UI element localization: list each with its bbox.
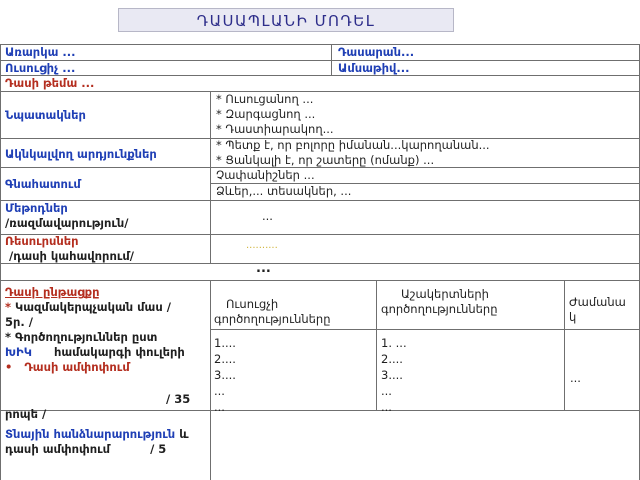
col-teacher-header: Ուսուցչի: [226, 297, 279, 311]
bullet-dot: •: [5, 360, 13, 374]
expected-results-label: Ակնկալվող արդյունքներ: [5, 147, 157, 161]
goal-item: * Ուսուցանող ...: [216, 92, 314, 106]
teacher-item: ...: [214, 400, 225, 414]
homework-label: [5, 427, 189, 441]
resources-extra: ...: [256, 261, 271, 276]
stages-line1-text: Գործողություններ ըստ: [15, 330, 158, 344]
teacher-item: 2....: [214, 352, 236, 366]
homework-label-tail: և: [179, 427, 189, 441]
resources-label: Ռեսուրսներ: [5, 234, 79, 248]
col-students-header: Աշակերտների: [401, 287, 489, 301]
student-item: 1. ...: [381, 336, 407, 350]
lesson-topic-label: Դասի թեմա ...: [5, 76, 95, 90]
expected-result-item: * Պետք է, որ բոլորը իմանան...կարողանան...: [216, 138, 490, 152]
summary: [5, 360, 130, 374]
student-item: ...: [381, 400, 392, 414]
bullet-star: *: [5, 330, 12, 344]
class-label: Դասարան...: [338, 45, 415, 59]
org-part: [5, 300, 171, 314]
methods-value: ...: [262, 209, 273, 223]
org-part-text: Կազմակերպչական մաս /: [15, 300, 171, 314]
stages-line2-text: համակարգի փուլերի: [53, 345, 185, 359]
resources-value: ..........: [246, 240, 278, 251]
lesson-plan-table: [0, 44, 640, 480]
stages-system-abbr: ԽԻԿ: [5, 345, 32, 359]
resources-sublabel: /դասի կահավորում/: [9, 249, 134, 263]
goal-item: * Զարգացնող ...: [216, 107, 316, 121]
col-time-header: Ժամանա: [569, 295, 626, 309]
summary-time: / 35: [166, 392, 191, 406]
bullet-star: *: [5, 300, 12, 314]
student-item: 3....: [381, 368, 403, 382]
summary-unit: րոպե /: [5, 407, 47, 421]
teacher-item: 3....: [214, 368, 236, 382]
org-part-time: 5ր. /: [5, 315, 33, 329]
date-label: Ամսաթիվ...: [338, 61, 410, 75]
assessment-label: Գնահատում: [5, 177, 81, 191]
goal-item: * Դաստիարակող...: [216, 122, 334, 136]
stages-line1: [5, 330, 157, 344]
assessment-forms: Ձևեր,... տեսակներ, ...: [216, 184, 352, 198]
assessment-criteria: Չափանիշներ ...: [216, 168, 315, 182]
col-students-header-2: գործողությունները: [381, 302, 498, 316]
goals-label: Նպատակներ: [5, 108, 86, 122]
homework-label-bold: Տնային հանձնարարություն: [5, 427, 176, 441]
teacher-item: ...: [214, 384, 225, 398]
summary-text: Դասի ամփոփում: [24, 360, 130, 374]
col-time-header-2: կ: [569, 310, 577, 324]
student-item: 2....: [381, 352, 403, 366]
expected-result-item: * Ցանկալի է, որ շատերը (ոմանք) ...: [216, 153, 435, 167]
col-teacher-header-2: գործողությունները: [214, 312, 331, 326]
page-title: ԴԱՍԱՊԼԱՆԻ ՄՈԴԵԼ: [118, 8, 454, 32]
teacher-label: Ուսուցիչ ...: [5, 61, 76, 75]
subject-label: Առարկա ...: [5, 45, 76, 59]
homework-sublabel: [5, 442, 166, 456]
homework-summary-text: դասի ամփոփում: [5, 442, 111, 456]
student-item: ...: [381, 384, 392, 398]
methods-label: Մեթոդներ: [5, 201, 68, 215]
time-value: ...: [570, 371, 581, 385]
homework-time: / 5: [150, 442, 167, 456]
stages-line2: [5, 345, 185, 359]
lesson-flow-label: Դասի ընթացքը: [5, 285, 100, 299]
teacher-item: 1....: [214, 336, 236, 350]
methods-sublabel: /ռազմավարություն/: [5, 216, 129, 230]
